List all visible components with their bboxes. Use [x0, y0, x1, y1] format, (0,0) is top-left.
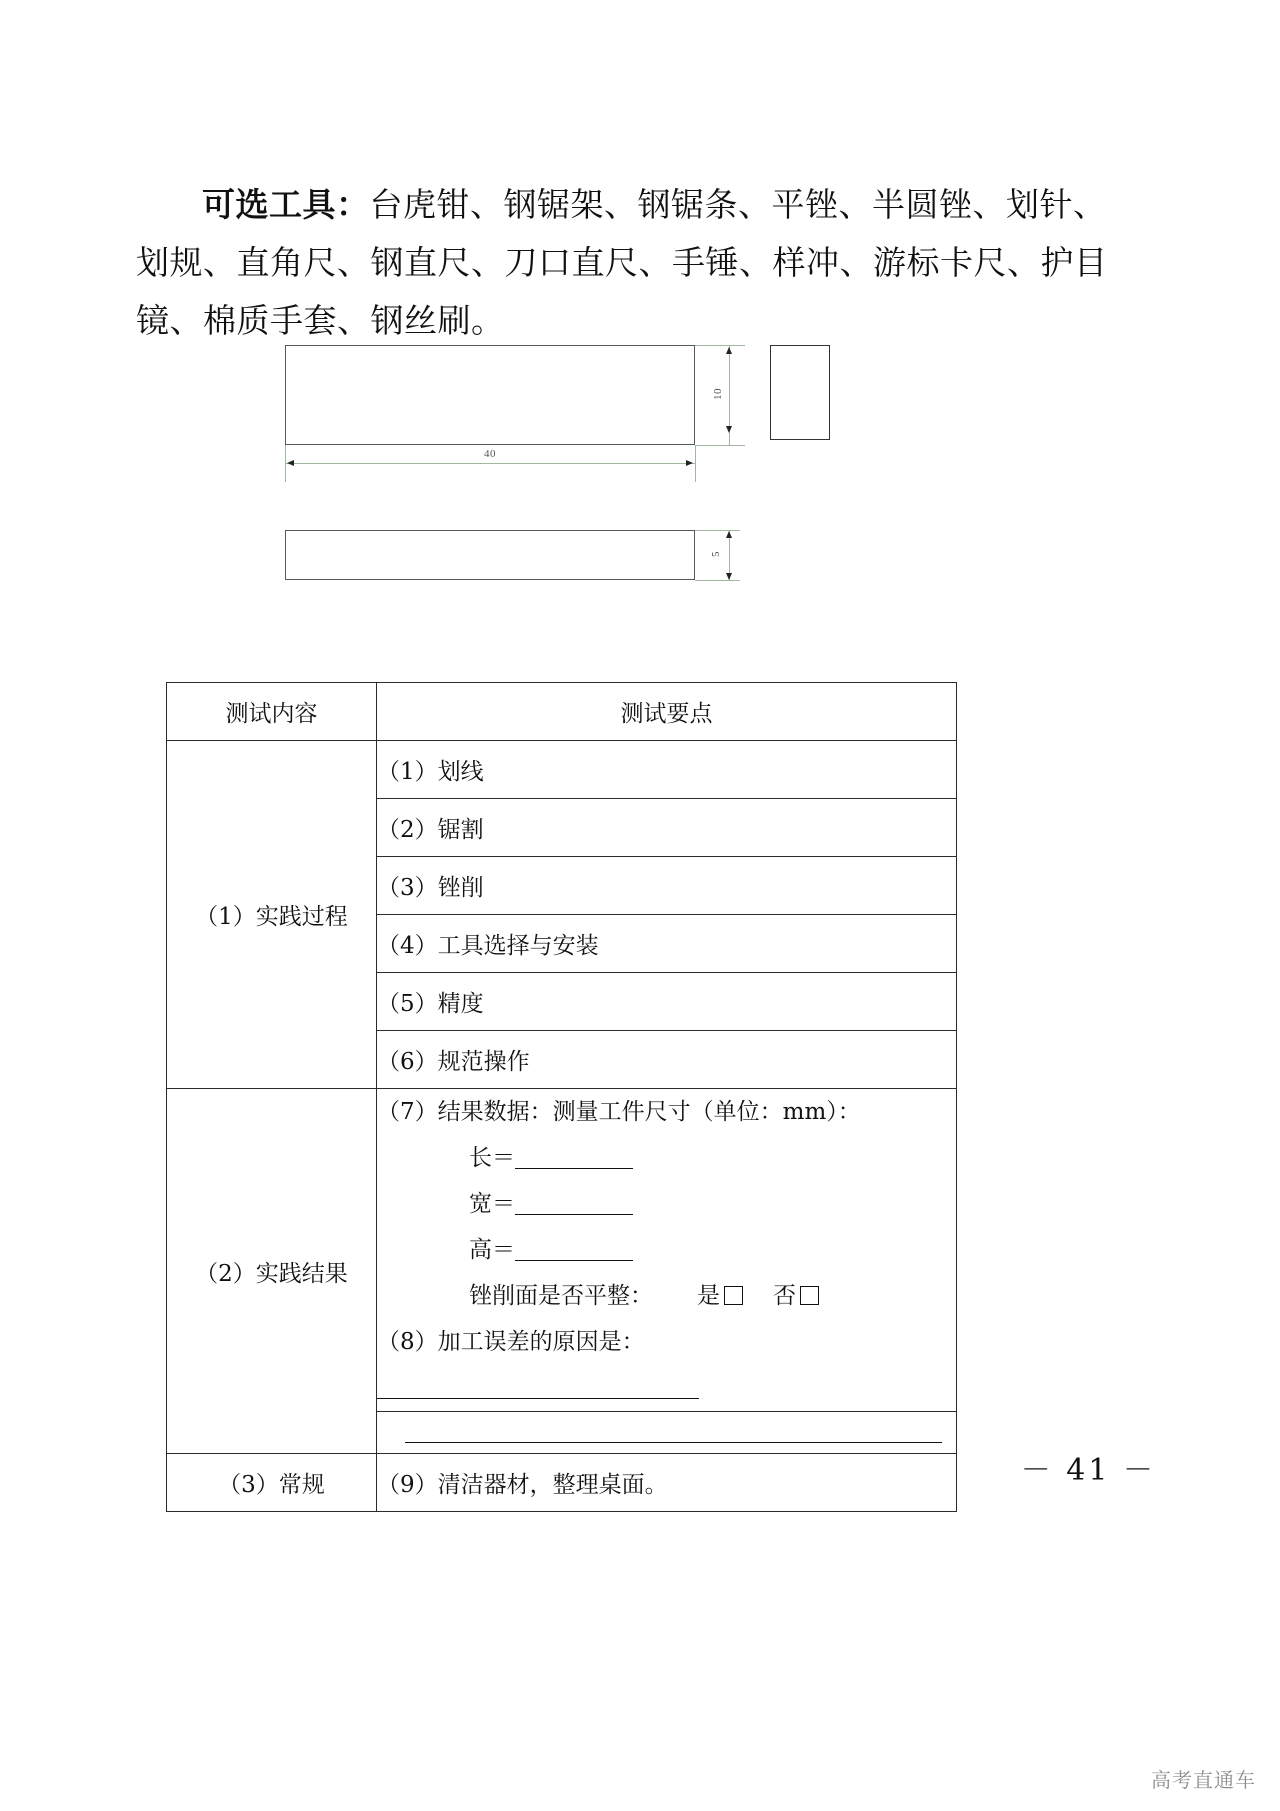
result-item-8-label: （8）加工误差的原因是： — [377, 1329, 645, 1355]
dim-ext-line-top2 — [695, 530, 740, 531]
tools-label: 可选工具： — [202, 185, 370, 224]
height-label: 高＝ — [469, 1237, 515, 1263]
page-number: － 41 － — [1020, 1453, 1156, 1488]
workpiece-front-view-rect — [285, 345, 695, 445]
workpiece-top-view-rect — [285, 530, 695, 580]
length-input-blank[interactable] — [515, 1168, 633, 1169]
result-item-7-label: （7）结果数据：测量工件尺寸（单位：mm）： — [377, 1099, 861, 1125]
dim-arrow-width-left — [287, 460, 294, 466]
section-label-practice-result: （2）实践结果 — [167, 1089, 377, 1454]
error-reason-continuation-inner — [377, 1412, 956, 1453]
paragraph-line-1 — [136, 176, 1107, 234]
result-detail-cell — [377, 1089, 957, 1412]
point-item-5: （5）精度 — [377, 973, 957, 1031]
table-row — [167, 1454, 957, 1512]
paragraph-line-2: 划规、直角尺、钢直尺、刀口直尺、手锤、样冲、游标卡尺、护目 — [136, 243, 1108, 282]
test-table — [166, 682, 957, 1512]
dim-arrow-height-up — [726, 347, 732, 354]
flatness-yes-label: 是 — [697, 1283, 720, 1309]
length-field-line — [377, 1135, 956, 1181]
paragraph-line-1-rest: 台虎钳、钢锯架、钢锯条、平锉、半圆锉、划针、 — [369, 185, 1107, 224]
dim-ext-line-right — [695, 445, 696, 482]
height-field-line — [377, 1227, 956, 1273]
flatness-yes-checkbox[interactable] — [724, 1286, 743, 1305]
flatness-no-label: 否 — [773, 1283, 796, 1309]
dim-arrow-height-down — [726, 426, 732, 433]
test-table-wrapper — [166, 682, 956, 1512]
dim-arrow-height2-down — [726, 573, 732, 580]
dim-arrow-width-right — [686, 460, 693, 466]
dim-ext-line-bottom — [695, 445, 745, 446]
width-label: 宽＝ — [469, 1191, 515, 1217]
dim-label-width-40: 40 — [484, 448, 496, 460]
table-row — [167, 741, 957, 799]
dim-arrow-height2-up — [726, 531, 732, 538]
length-label: 长＝ — [469, 1145, 515, 1171]
tools-paragraph — [136, 176, 1108, 350]
error-reason-input-blank[interactable] — [377, 1398, 699, 1399]
point-item-6: （6）规范操作 — [377, 1031, 957, 1089]
dim-label-height-10: 10 — [712, 388, 724, 400]
point-item-3: （3）锉削 — [377, 857, 957, 915]
flatness-question-label: 锉削面是否平整： — [469, 1283, 653, 1309]
section-label-routine: （3）常规 — [167, 1454, 377, 1512]
flatness-no-checkbox[interactable] — [800, 1286, 819, 1305]
width-input-blank[interactable] — [515, 1214, 633, 1215]
header-cell-content: 测试内容 — [167, 683, 377, 741]
result-item-8-line — [377, 1319, 956, 1411]
watermark: 高考直通车 — [1151, 1768, 1256, 1792]
dim-line-width — [285, 463, 695, 464]
flatness-question-line — [377, 1273, 956, 1319]
point-item-9: （9）清洁器材，整理桌面。 — [377, 1454, 957, 1512]
dim-ext-line-bottom2 — [695, 580, 740, 581]
point-item-2: （2）锯割 — [377, 799, 957, 857]
dim-label-height-5: 5 — [710, 551, 722, 557]
dim-ext-line-top — [695, 345, 745, 346]
table-row — [167, 1089, 957, 1412]
error-reason-input-blank-2[interactable] — [405, 1442, 942, 1443]
workpiece-side-view-rect — [770, 345, 830, 440]
point-item-1: （1）划线 — [377, 741, 957, 799]
technical-drawing — [0, 330, 1280, 620]
point-item-4: （4）工具选择与安装 — [377, 915, 957, 973]
paragraph-line-3: 镜、棉质手套、钢丝刷。 — [136, 301, 505, 340]
header-cell-points: 测试要点 — [377, 683, 957, 741]
error-reason-continuation-cell — [377, 1412, 957, 1454]
table-header-row — [167, 683, 957, 741]
result-item-7-line — [377, 1089, 956, 1135]
width-field-line — [377, 1181, 956, 1227]
height-input-blank[interactable] — [515, 1260, 633, 1261]
section-label-practice-process: （1）实践过程 — [167, 741, 377, 1089]
